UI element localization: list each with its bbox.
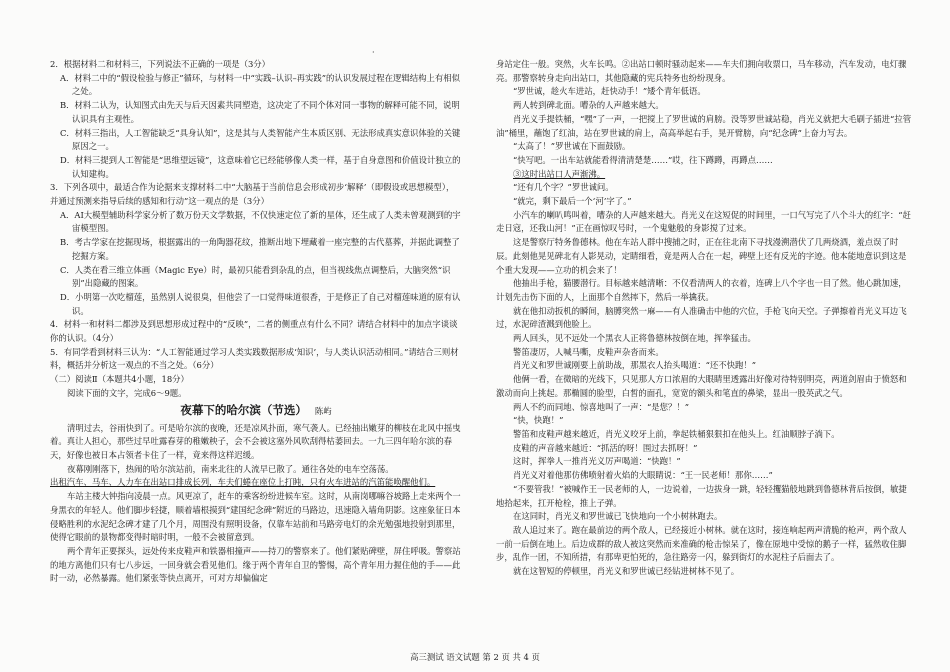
story-paragraph: 清明过去，谷雨快到了。可是哈尔滨的夜晚，还是凉风扑面，寒气袭人。已经抽出嫩芽的柳枝在北风中摇曳着。真让人担心，那些过早吐露春芽的稚嫩秧子，会不会被这塞外风吹刮得枯萎回去。一九三四年哈尔滨的春天，好像也被日本占领者卡住了一样，竟来得这样迟缓。: [50, 422, 461, 460]
q2-option-c: C．材料三指出，人工智能缺乏“具身认知”，这是其与人类智能产生本质区别、无法形成真实意识体验的关键原因之一。: [60, 127, 461, 152]
q3-option-c: C．人类在看三维立体画（Magic Eye）时，最初只能看到杂乱的点，但当视线焦点调整后，大脑突然“识别”出隐藏的图案。: [60, 264, 451, 289]
story-paragraph: “还有几个字？”罗世诚问。: [513, 182, 614, 193]
q3-stem: 3．下列各项中，最适合作为论据来支撑材料二中“大脑基于当前信息会形成初步‘解释’（即假设或思想模型），并通过预测来指导后续的感知和行动”这一观点的是（3分）: [50, 182, 455, 207]
story-paragraph: 警笛和皮鞋声越来越近，肖光义咬牙上前，拳起铁桶狠狠扣在他头上。红油顺脖子淌下。: [513, 428, 840, 439]
story-paragraph: 肖光义对着他那仿佛喷射着火焰的大眼睛说：“王一民老师！那你……”: [513, 470, 773, 481]
story-paragraph: 他俩一看，在微暗的光线下，只见那人方口浓眉的大眼睛里透露出好像对待特别明亮，两道剑眉由于愤怒和激动而向上挑起。那椭圆的脸型，白皙的面孔，宽宽的额头和笔直的鼻梁，显出一股英武之气。: [496, 374, 907, 398]
story-paragraph-underlined: 出租汽车、马车、人力车在出站口排成长列，车夫们蜷在座位上打盹，只有火车进站的汽笛能唤醒他们。: [50, 477, 436, 488]
story-paragraph: 两人不约而同地、惊喜地叫了一声：“是您？！”: [513, 401, 690, 412]
story-paragraph: 这时，挥拳人一推肖光义厉声喝道：“快跑！”: [513, 456, 681, 467]
story-paragraph: 两人转到碑北面。嘈杂的人声越来越大。: [513, 100, 664, 111]
story-paragraph: “快写吧。一出车站就能看得清清楚楚……”哎，往下蹲蹲，再蹲点……: [513, 154, 773, 165]
q3-option-d: D．小明第一次吃榴莲，虽然别人说很臭，但他尝了一口觉得味道很香，于是修正了自己对榴莲味道的原有认识。: [60, 291, 461, 316]
q4-stem: 4．材料一和材料二都涉及到思想形成过程中的“反映”，二者的侧重点有什么不同？请结合材料中的加点字谈谈你的认识。（4分）: [50, 319, 458, 344]
story-paragraph: “太高了！”罗世诚在下面鼓励。: [513, 141, 631, 152]
story-paragraph: 敌人追过来了。跑在最前边的两个敌人，已经接近小树林。就在这时，接连响起两声清脆的枪声，两个敌人一前一后倒在地上。后边成群的敌人被这突然而来准确的枪击惊呆了，像在原地中受惊的鹅子一样，猛然收住脚步，乱作一团，不知所措，有那卑更怕死的，急往路旁一闪，躲到街灯的水泥柱子后面去了。: [496, 524, 907, 563]
section-heading: （二）阅读Ⅱ（本题共4小题，18分）: [50, 374, 189, 385]
story-paragraph-underlined: ③这时出站口人声渐沸。: [513, 168, 606, 179]
story-paragraph: 在这同时，肖光义和罗世诚已飞快地向一个小树林跑去。: [513, 511, 723, 522]
q5-stem: 5．有同学看到材料三认为：“人工智能通过学习人类实践数据形成‘知识’，与人类认识活动相同。”请结合三则材料，概括并分析这一观点的不当之处。（6分）: [50, 346, 459, 371]
story-paragraph: 身站定住一般。突然，火车长鸣。②出站口顿时骚动起来——车夫们拥向收票口，马车移动，汽车发动，电灯骤亮。那警察转身走向出站口，其他隐藏的宪兵特务也纷纷现身。: [496, 59, 907, 83]
story-paragraph: 两个青年正要探头，远处传来皮鞋声和铁器相撞声——持刀的警察来了。他们紧贴碑壁，屏住呼吸。警察站的地方离他们只有七八步远，一回身就会看见他们。缘于两个青年自卫的警惕，高个青年用力握住他的手——此时一动，必然暴露。他们紧张等快点离开，可对方却偏偏定: [50, 545, 461, 584]
story-paragraph: 肖光义手提铁桶，“嘿”了一声，一把搅上了罗世诚的肩膀。没等罗世诚站稳，肖光义就把大毛刷子插进“拉管油”桶里，蘸饱了红油，站在罗世诚的肩上，高高举起右手，晃开臂膀，向“纪念碑”上奋力写去。: [496, 113, 912, 138]
story-title-line: [50, 402, 462, 420]
right-column: [496, 58, 912, 579]
story-paragraph: 小汽车的喇叭鸣叫着，嘈杂的人声越来越大。肖光义在这短促的时间里，一口气写完了八个斗大的红字：“赶走日寇，还我山河！”正在画惊叹号时，一个鬼魅般的身影搅了过来。: [496, 209, 911, 234]
story-paragraph: “快，快跑！”: [513, 415, 564, 426]
q3-option-b: B．考古学家在挖掘现场，根据露出的一角陶器花纹，推断出地下埋藏着一座完整的古代墓葬，并据此调整了挖掘方案。: [60, 237, 460, 261]
q3-option-a: A．AI大模型辅助科学家分析了数万份天文学数据，不仅快速定位了新的星体，还生成了人类未曾观测到的宇宙模型图。: [60, 209, 461, 234]
q2-option-b: B．材料二认为，认知图式由先天与后天因素共同塑造，这决定了不同个体对同一事物的解释可能不同，说明认识具有主观性。: [60, 100, 460, 124]
q2-option-d: D．材料三提到人工智能是“思维望远镜”，这意味着它已经能够像人类一样，基于自身意图和价值设计独立的认知建构。: [60, 154, 461, 179]
story-author: 陈屿: [314, 405, 332, 416]
reading-instruction: 阅读下面的文字，完成6～9题。: [67, 387, 187, 398]
story-title: 夜幕下的哈尔滨（节选）: [180, 402, 307, 417]
story-paragraph: 两人回头，见不远处一个黑衣人正将鲁德林按倒在地，挥拳猛击。: [513, 333, 756, 344]
story-paragraph: 夜幕刚刚落下，热闹的哈尔滨站前，南来北往的人流早已散了。通往各处的电车空荡荡。: [67, 463, 394, 474]
left-column: [50, 58, 462, 586]
story-paragraph: 就在这智短的停顿里，肖光义和罗世诚已经钻进树林不见了。: [513, 566, 740, 577]
page-footer: 高三测试 语文试题 第 2 页 共 4 页: [410, 652, 540, 662]
story-paragraph: “就完，剩下最后一个‘河’字了。”: [513, 196, 632, 207]
story-paragraph: 皮鞋的声音越来越近：“抓活的呀！围过去抓呀！”: [513, 442, 698, 453]
q2-option-a: A．材料二中的“假设检验与修正”循环，与材料一中“实践–认识–再实践”的认识发展过程在逻辑结构上有相似之处。: [60, 72, 461, 97]
q2-stem: 2．根据材料二和材料三，下列说法不正确的一项是（3分）: [50, 59, 271, 69]
story-paragraph: “不要管我！”被喊作王一民老师的人，一边说着，一边拔身一跳，轻轻攫猫般地跳到鲁德林背后按倒，敏捷地拾起来，扛开枪栓，推上子弹。: [496, 483, 907, 508]
story-paragraph: “罗世诚，趁火车进站，赶快动手！”矮个青年低语。: [513, 86, 706, 97]
header-mark: ·: [372, 48, 375, 57]
story-paragraph: 肖光义和罗世诚刚要上前助战，那黑衣人抬头喝道：“还不快跑！”: [513, 360, 757, 371]
story-paragraph: 警笛凄厉，人喊马嘶，皮鞋声杂沓而来。: [513, 346, 664, 357]
story-paragraph: 他抽出手枪，猫腰潜行。目标越来越清晰：不仅看清两人的衣着，连碑上八个字也一目了然。他心跳加速，计划先击伤下面的人，上面那个自然摔下，然后一举擒获。: [496, 278, 907, 302]
story-paragraph: 这是警察厅特务鲁德林。他在车站人群中搜捕之时，正在往北南下寻找漫溯潜伏了几两烧酒，羞点误了时辰。此刻他晃见碑北有人影晃动，定睛细看，竟是两人合在一起，碑壁上还有反光的字迹。他本能地意识到这是个重大发现——立功的机会来了！: [496, 237, 907, 275]
story-paragraph: 车站主楼大钟指向凌晨一点。风更凉了，赶车的乘客纷纷进候车室。这时，从南岗哪嘛谷坡路上走来两个一身黑衣的年轻人。他们脚步轻捷，顺着墙根摸到“建国纪念碑”附近的马路边，迅速隐入墙角阴影。这座象征日本侵略胜利的水泥纪念碑才建了几个月，周围没有照明设备，仅靠车站前和马路旁电灯的余光勉强地投射到那里，使得它眼前的景物都变得时暗时明，一般不会被留意到。: [50, 491, 461, 543]
story-paragraph: 就在他扣动扳机的瞬间，脑膊突然一麻——有人准确击中他的穴位，手枪飞向天空。子弹擦着肖光义耳边飞过，水泥碎渣溅到他脸上。: [496, 305, 907, 330]
